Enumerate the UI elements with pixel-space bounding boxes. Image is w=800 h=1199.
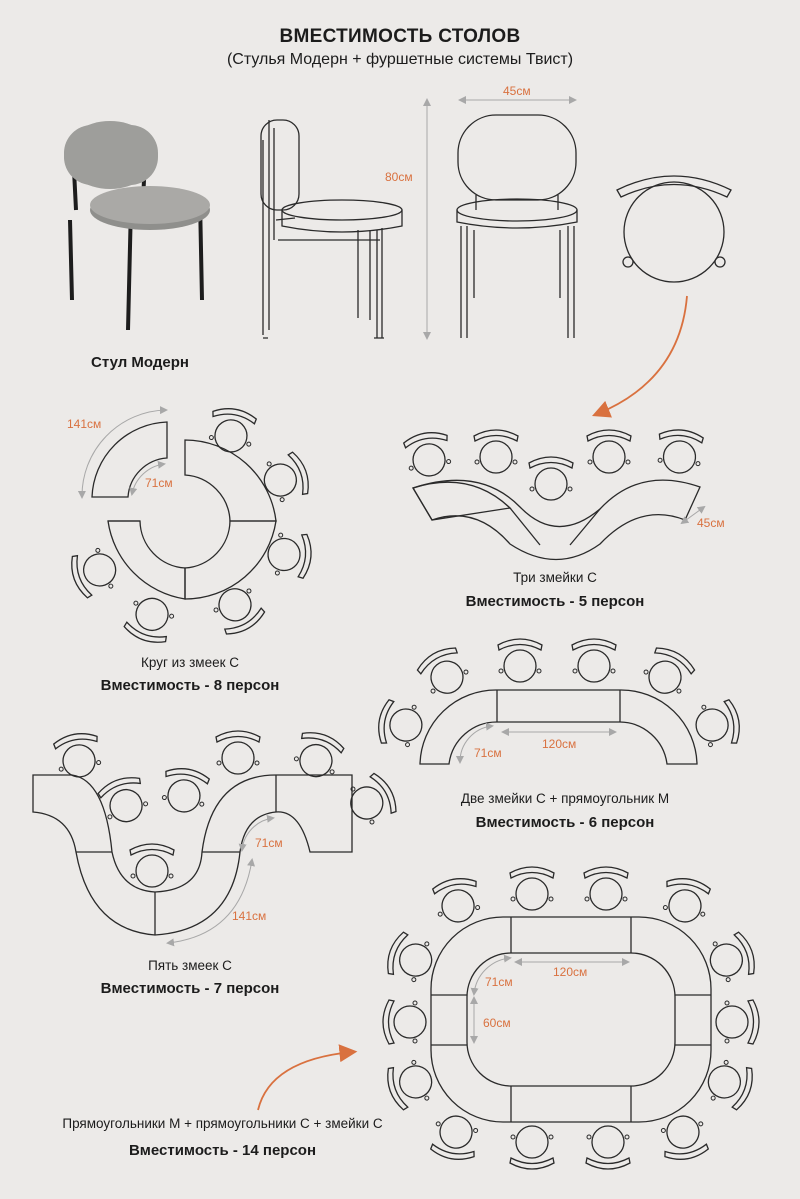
circle-inner-label: 71см xyxy=(145,476,173,490)
circle-name: Круг из змеек С xyxy=(140,655,240,670)
chair-width-label: 45см xyxy=(503,84,531,98)
two-snakes-capacity: Вместимость - 6 персон xyxy=(475,814,655,831)
two-snakes-length-label: 120см xyxy=(542,737,577,751)
chair-top-view xyxy=(617,176,731,282)
two-snakes-name: Две змейки С + прямоугольник М xyxy=(460,791,670,806)
circle-layout xyxy=(67,405,314,647)
two-snakes-inner-label: 71см xyxy=(474,746,502,760)
rect-mix-length-label: 120см xyxy=(553,965,588,979)
rect-mix-capacity: Вместимость - 14 персон xyxy=(128,1142,317,1159)
rect-mix-name: Прямоугольники М + прямоугольники С + змейки С xyxy=(62,1116,383,1131)
five-snakes-capacity: Вместимость - 7 персон xyxy=(100,980,280,997)
chair-photo xyxy=(64,121,210,330)
page-subtitle: (Стулья Модерн + фуршетные системы Твист) xyxy=(226,51,574,68)
rect-mix-layout xyxy=(383,867,760,1169)
rect-mix-short-label: 60см xyxy=(483,1016,511,1030)
three-snakes-depth-label: 45см xyxy=(697,516,725,530)
chair-label: Стул Модерн xyxy=(91,354,189,371)
page-title: ВМЕСТИМОСТЬ СТОЛОВ xyxy=(279,26,521,47)
five-snakes-layout xyxy=(33,728,401,943)
circle-capacity: Вместимость - 8 персон xyxy=(100,677,280,694)
three-snakes-capacity: Вместимость - 5 персон xyxy=(465,593,645,610)
chair-side-view xyxy=(261,120,402,338)
chair-front-view xyxy=(457,115,577,338)
rect-mix-inner-label: 71см xyxy=(485,975,513,989)
five-snakes-name: Пять змеек С xyxy=(148,958,232,973)
three-snakes-name: Три змейки С xyxy=(513,570,597,585)
chair-height-label: 80см xyxy=(385,170,413,184)
circle-outer-label: 141см xyxy=(67,417,102,431)
five-snakes-inner-label: 71см xyxy=(255,836,283,850)
three-snakes-layout xyxy=(403,428,704,559)
five-snakes-outer-label: 141см xyxy=(232,909,267,923)
